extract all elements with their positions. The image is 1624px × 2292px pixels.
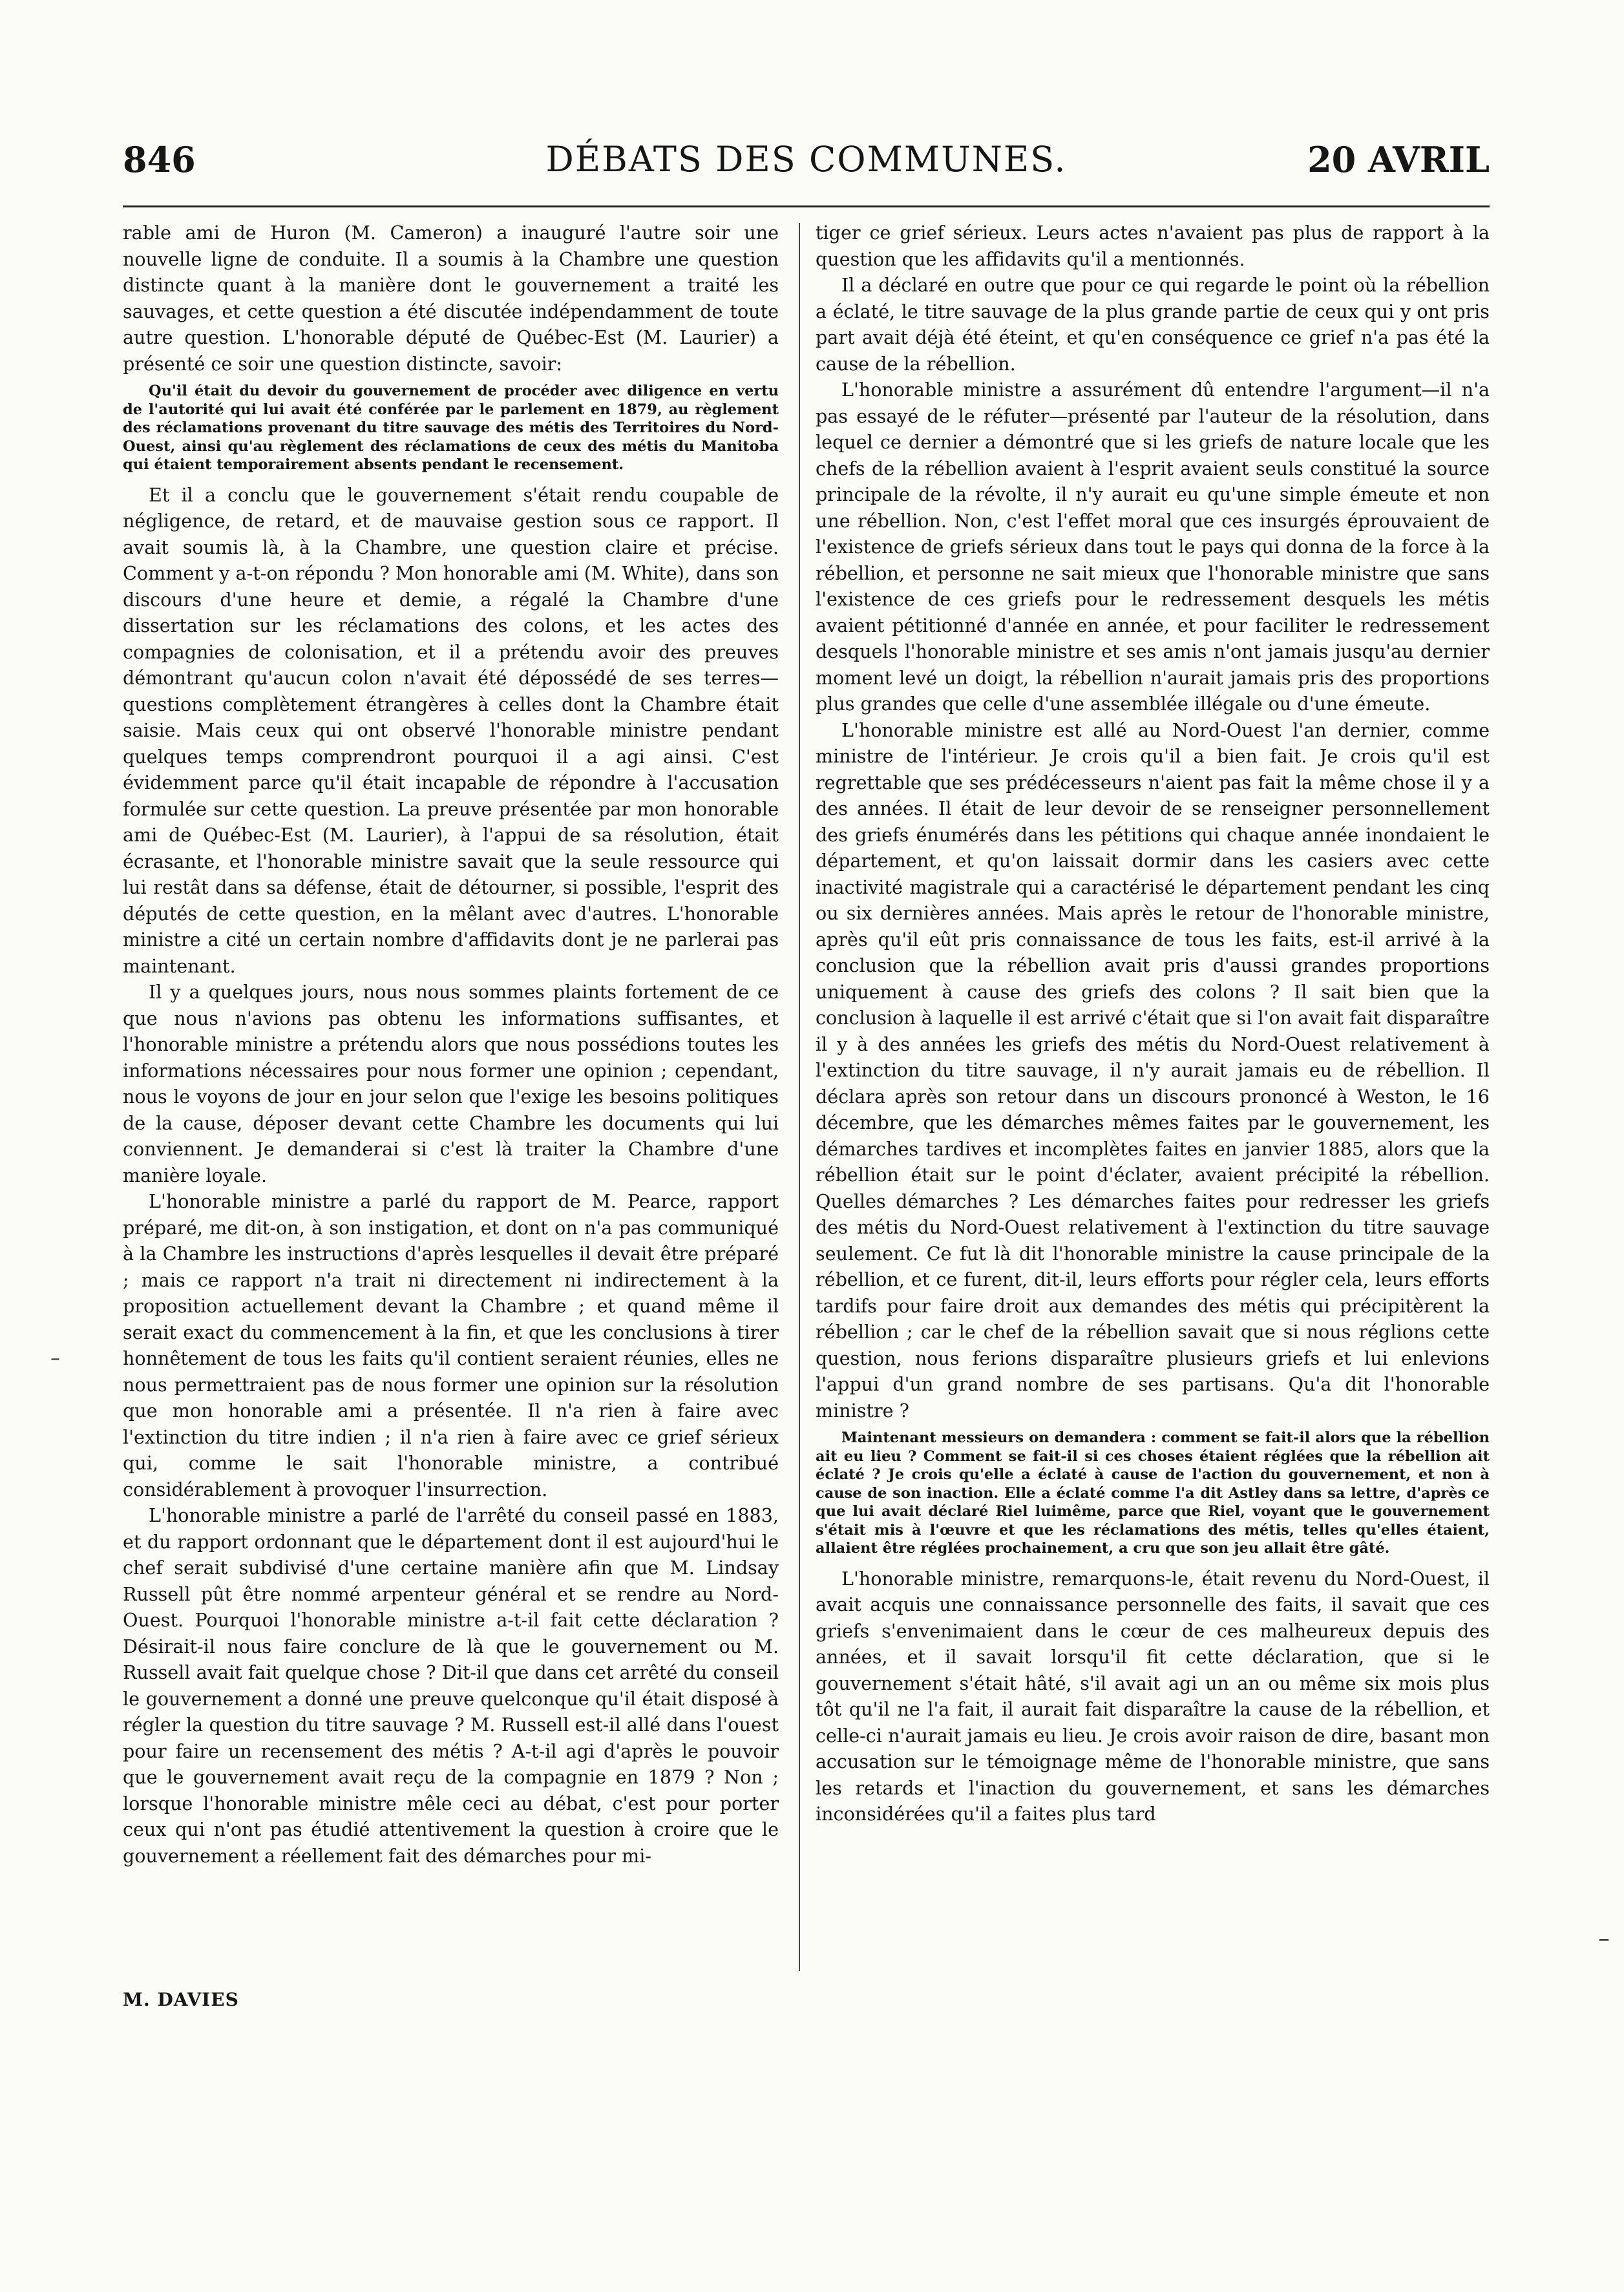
margin-mark-dash: – [50, 1347, 60, 1370]
paragraph: L'honorable ministre est allé au Nord-Ouest l'an dernier, comme ministre de l'intérieur. Je crois qu'il a bien fait. Je crois qu'il est regrettable que ses prédécesseurs n'aient pas fait la même chose il y a des années. Il était de leur devoir de se renseigner personnellement des griefs énumérés dans les pétitions qui chaque année inondaient le département, et qu'on laissait dormir dans les casiers avec cette inactivité magistrale qui a caractérisé le département pendant les cinq ou six dernières années. Mais après le retour de l'honorable ministre, après qu'il eût pris connaissance de tous les faits, est-il arrivé à la conclusion que la rébellion avait pris d'aussi grandes proportions uniquement à cause des griefs des colons ? Il sait bien que la conclusion à laquelle il est arrivé c'était que si l'on avait fait disparaître il y à des années les griefs des métis du Nord-Ouest relativement à l'extinction du titre sauvage, il n'y aurait jamais eu de rébellion. Il déclara après son retour dans un discours prononcé à Weston, le 16 décembre, que les démarches mêmes faites par le gouvernement, les démarches tardives et incomplètes faites en janvier 1885, alors que la rébellion était sur le point d'éclater, avaient précipité la rébellion. Quelles démarches ? Les démarches faites pour redresser les griefs des métis du Nord-Ouest relativement à l'extinction du titre sauvage seulement. Ce fut là dit l'honorable ministre la cause principale de la rébellion, et ce furent, dit-il, leurs efforts pour régler cela, leurs efforts tardifs pour faire droit aux demandes des métis qui précipitèrent la rébellion ; car le chef de la rébellion savait que si nous réglions cette question, nous ferions disparaître plusieurs griefs et lui enlevions l'appui d'un grand nombre de ses partisans. Qu'a dit l'honorable ministre ? [816, 719, 1490, 1422]
running-title: DÉBATS DES COMMUNES. [545, 139, 1067, 180]
quoted-resolution: Qu'il était du devoir du gouvernement de procéder avec diligence en vertu de l'autorité qui lui avait été conférée par le parlement en 1879, au règlement des réclamations provenant du titre sauvage des métis des Territoires du Nord-Ouest, ainsi qu'au règlement des réclamations de ceux des métis du Manitoba qui étaient temporairement absents pendant le recensement. [123, 383, 779, 473]
right-column [816, 220, 1490, 1827]
paragraph: rable ami de Huron (M. Cameron) a inauguré l'autre soir une nouvelle ligne de conduite. Il a soumis à la Chambre une question distincte quant à la manière dont le gouvernement a traité les sauvages, et cette question a été discutée indépendamment de toute autre question. L'honorable député de Québec-Est (M. Laurier) a présenté ce soir une question distincte, savoir: [123, 222, 779, 375]
paragraph: tiger ce grief sérieux. Leurs actes n'avaient pas plus de rapport à la question que les affidavits qu'il a mentionnés. [816, 222, 1490, 270]
left-column [123, 220, 779, 1869]
paragraph: L'honorable ministre a assurément dû entendre l'argument—il n'a pas essayé de le réfuter—présenté par l'auteur de la résolution, dans lequel ce dernier a démontré que si les griefs de nature locale que les chefs de la rébellion avaient à l'esprit avaient seuls constitué la source principale de la révolte, il n'y aurait eu qu'une simple émeute et non une rébellion. Non, c'est l'effet moral que ces insurgés éprouvaient de l'existence de griefs sérieux dans tout le pays qui donna de la force à la rébellion, et personne ne sait mieux que l'honorable ministre que sans l'existence de ces griefs pour le redressement desquels les métis avaient pétitionné d'année en année, et pour faciliter le redressement desquels l'honorable ministre et ses amis n'ont jamais jusqu'au dernier moment levé un doigt, la rébellion n'aurait jamais pris des proportions plus grandes que celle d'une assemblée illégale ou d'une émeute. [816, 379, 1490, 715]
page-date: 20 AVRIL [1307, 139, 1490, 180]
paragraph: L'honorable ministre a parlé de l'arrêté du conseil passé en 1883, et du rapport ordonnant que le département dont il est aujourd'hui le chef serait subdivisé d'une certaine manière afin que M. Lindsay Russell pût être nommé arpenteur général et se rendre au Nord-Ouest. Pourquoi l'honorable ministre a-t-il fait cette déclaration ? Désirait-il nous faire conclure de là que le gouvernement ou M. Russell avait fait quelque chose ? Dit-il que dans cet arrêté du conseil le gouvernement a donné une preuve quelconque qu'il était disposé à régler la question du titre sauvage ? M. Russell est-il allé dans l'ouest pour faire un recensement des métis ? A-t-il agi d'après le pouvoir que le gouvernement avait reçu de la compagnie en 1879 ? Non ; lorsque l'honorable ministre mêle ceci au débat, c'est pour porter ceux qui n'ont pas étudié attentivement la question à croire que le gouvernement a réellement fait des démarches pour mi- [123, 1504, 779, 1867]
quoted-speech: Maintenant messieurs on demandera : comment se fait-il alors que la rébellion ait eu lieu ? Comment se fait-il si ces choses étaient réglées que la rébellion ait éclaté ? Je crois qu'elle a éclaté à cause de l'action du gouvernement, et non à cause de son inaction. Elle a éclaté comme l'a dit Astley dans sa lettre, d'après ce que lui avait déclaré Riel luimême, parce que Riel, voyant que le gouvernement s'était mis à l'œuvre et que les réclamations des métis, telles qu'elles étaient, allaient être réglées prochainement, a cru que son jeu allait être gâté. [816, 1429, 1490, 1557]
page-number: 846 [123, 139, 196, 180]
header-rule [123, 205, 1490, 207]
paragraph: L'honorable ministre a parlé du rapport de M. Pearce, rapport préparé, me dit-on, à son instigation, et dont on n'a pas communiqué à la Chambre les instructions d'après lesquelles il devait être préparé ; mais ce rapport n'a trait ni directement ni indirectement à la proposition actuellement devant la Chambre ; et quand même il serait exact du commencement à la fin, et que les conclusions à tirer honnêtement de tous les faits qu'il contient seraient réunies, elles ne nous permettraient pas de nous former une opinion sur la résolution que mon honorable ami a présentée. Il n'a rien à faire avec l'extinction du titre indien ; il n'a rien à faire avec ce grief sérieux qui, comme le sait l'honorable ministre, a contribué considérablement à provoquer l'insurrection. [123, 1190, 779, 1500]
speaker-signature: M. DAVIES [123, 1989, 239, 2010]
paragraph: Il y a quelques jours, nous nous sommes plaints fortement de ce que nous n'avions pas obtenu les informations suffisantes, et l'honorable ministre a prétendu alors que nous possédions toutes les informations nécessaires pour nous former une opinion ; cependant, nous le voyons de jour en jour selon que l'exige les besoins politiques de la cause, déposer devant cette Chambre les documents qui lui conviennent. Je demanderai si c'est là traiter la Chambre d'une manière loyale. [123, 981, 779, 1186]
paragraph: L'honorable ministre, remarquons-le, était revenu du Nord-Ouest, il avait acquis une connaissance personnelle des faits, il savait que ces griefs s'envenimaient dans le cœur de ces malheureux depuis des années, et il savait lorsqu'il fit cette déclaration, que si le gouvernement s'était hâté, s'il avait agi un an ou même six mois plus tôt qu'il ne l'a fait, il aurait fait disparaître la cause de la rébellion, et celle-ci n'aurait jamais eu lieu. Je crois avoir raison de dire, basant mon accusation sur le témoignage même de l'honorable ministre, que sans les retards et l'inaction du gouvernement, et sans les démarches inconsidérées qu'il a faites plus tard [816, 1567, 1490, 1825]
paragraph: Et il a conclu que le gouvernement s'était rendu coupable de négligence, de retard, et de mauvaise gestion sous ce rapport. Il avait soumis là, à la Chambre, une question claire et précise. Comment y a-t-on répondu ? Mon honorable ami (M. White), dans son discours d'une heure et demie, a régalé la Chambre d'une dissertation sur les réclamations des colons, et les actes des compagnies de colonisation, et il a prétendu avoir des preuves démontrant qu'aucun colon n'avait été dépossédé de ses terres—questions complètement étrangères à celles dont la Chambre était saisie. Mais ceux qui ont observé l'honorable ministre pendant quelques temps comprendront pourquoi il a agi ainsi. C'est évidemment parce qu'il était incapable de répondre à l'accusation formulée sur cette question. La preuve présentée par mon honorable ami de Québec-Est (M. Laurier), à l'appui de sa résolution, était écrasante, et l'honorable ministre savait que la seule ressource qui lui restât dans sa défense, était de détourner, si possible, l'esprit des députés de cette question, en la mêlant avec d'autres. L'honorable ministre a cité un certain nombre d'affidavits dont je ne parlerai pas maintenant. [123, 483, 779, 977]
page-header [123, 139, 1490, 197]
margin-mark-dash: – [1598, 1926, 1610, 1952]
column-divider [799, 223, 800, 1971]
paragraph: Il a déclaré en outre que pour ce qui regarde le point où la rébellion a éclaté, le titre sauvage de la plus grande partie de ceux qui y ont pris part avait déjà été éteint, et qu'en conséquence ce grief n'a pas été la cause de la rébellion. [816, 274, 1490, 375]
